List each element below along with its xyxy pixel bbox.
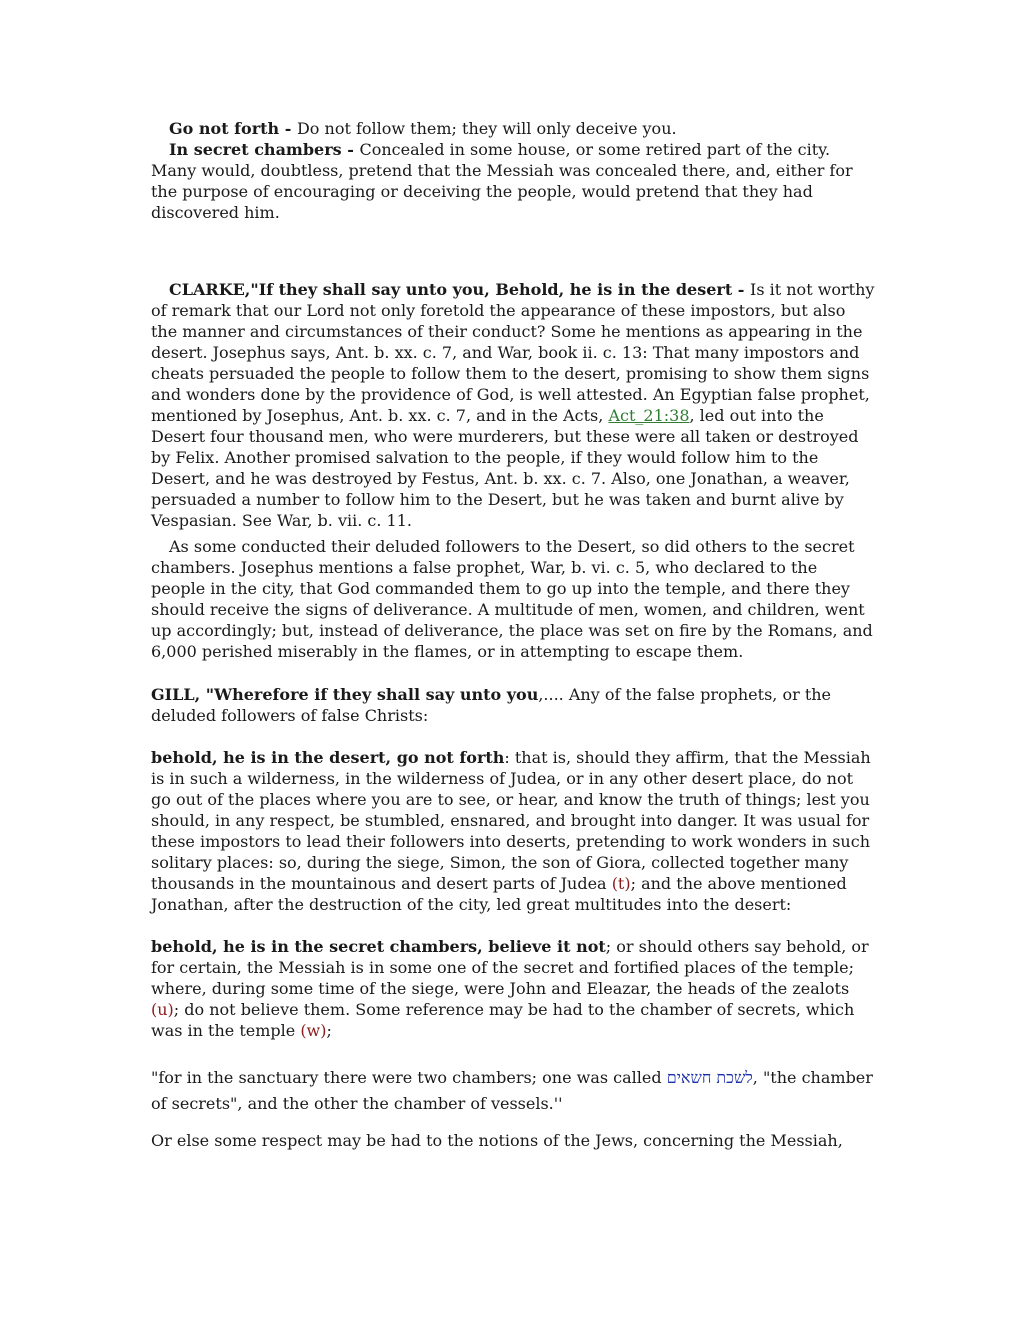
gill-secret-chambers-text-a: ; or should others say behold, or for certain, the Messiah is in some one of the secret and fortified places of the temple; where, during some time of the siege, were John and Eleazar, the heads of the zealots bbox=[151, 937, 869, 998]
hebrew-term: לשכת חשאים bbox=[666, 1068, 753, 1087]
go-not-forth-text: Do not follow them; they will only deceive you. bbox=[296, 119, 677, 138]
document-page bbox=[151, 118, 875, 1151]
gill-desert-text-a: : that is, should they affirm, that the Messiah is in such a wilderness, in the wilderness of Judea, or in any other desert place, do not go out of the places where you are to see, or hear, and know the truth of things; lest you should, in any respect, be stumbled, ensnared, and brought into danger. It was usual for these impostors to lead their followers into deserts, pretending to work wonders in such solitary places: so, during the siege, Simon, the son of Giora, collected together many thousands in the mountainous and desert parts of Judea bbox=[151, 748, 871, 893]
go-not-forth-heading: Go not forth - bbox=[169, 119, 297, 138]
gill-quote-text-b: , "the chamber of secrets", and the other the chamber of vessels.'' bbox=[151, 1068, 873, 1113]
acts-21-38-link[interactable]: Act_21:38 bbox=[608, 406, 690, 425]
barnes-go-not-forth-paragraph bbox=[151, 118, 875, 139]
footnote-ref-w[interactable]: (w) bbox=[300, 1021, 327, 1040]
clarke-desert-text-a: Is it not worthy of remark that our Lord not only foretold the appearance of these impostors, but also the manner and circumstances of their conduct? Some he mentions as appearing in the desert. Josephus says, Ant. b. xx. c. 7, and War, book ii. c. 13: That many impostors and cheats persuaded the people to follow them to the desert, promising to show them signs and wonders done by the providence of God, is well attested. An Egyptian false prophet, mentioned by Josephus, Ant. b. xx. c. 7, and in the Acts, bbox=[151, 280, 875, 425]
gill-desert-paragraph bbox=[151, 747, 875, 915]
secret-chambers-heading: In secret chambers - bbox=[169, 140, 360, 159]
secret-chambers-text: Concealed in some house, or some retired part of the city. Many would, doubtless, pretend that the Messiah was concealed there, and, either for the purpose of encouraging or deceiving the people, would pretend that they had discovered him. bbox=[151, 140, 853, 222]
clarke-desert-paragraph bbox=[151, 279, 875, 531]
gill-heading: GILL, "Wherefore if they shall say unto you bbox=[151, 685, 539, 704]
gill-final-paragraph bbox=[151, 1130, 875, 1151]
gill-secret-chambers-text-b: ; do not believe them. Some reference may be had to the chamber of secrets, which was in the temple bbox=[151, 1000, 855, 1040]
gill-intro-text: ,.... Any of the false prophets, or the deluded followers of false Christs: bbox=[151, 685, 832, 725]
footnote-ref-t[interactable]: (t) bbox=[611, 874, 631, 893]
clarke-heading: CLARKE,"If they shall say unto you, Behold, he is in the desert - bbox=[169, 280, 750, 299]
clarke-secret-chambers-paragraph bbox=[151, 536, 875, 662]
footnote-ref-u[interactable]: (u) bbox=[151, 1000, 174, 1019]
gill-secret-chambers-paragraph bbox=[151, 936, 875, 1041]
gill-desert-heading: behold, he is in the desert, go not forth bbox=[151, 748, 505, 767]
gill-intro-paragraph bbox=[151, 684, 875, 726]
gill-desert-text-b: ; and the above mentioned Jonathan, after the destruction of the city, led great multitudes into the desert: bbox=[151, 874, 847, 914]
gill-quote-paragraph bbox=[151, 1065, 875, 1117]
barnes-secret-chambers-paragraph bbox=[151, 139, 875, 223]
clarke-desert-text-b: , led out into the Desert four thousand men, who were murderers, but these were all taken or destroyed by Felix. Another promised salvation to the people, if they would follow him to the Desert, and he was destroyed by Festus, Ant. b. xx. c. 7. Also, one Jonathan, a weaver, persuaded a number to follow him to the Desert, but he was taken and burnt alive by Vespasian. See War, b. vii. c. 11. bbox=[151, 406, 859, 530]
clarke-secret-chambers-text: As some conducted their deluded followers to the Desert, so did others to the secret chambers. Josephus mentions a false prophet, War, b. vi. c. 5, who declared to the people in the city, that God commanded them to go up into the temple, and there they should receive the signs of deliverance. A multitude of men, women, and children, went up accordingly; but, instead of deliverance, the place was set on fire by the Romans, and 6,000 perished miserably in the flames, or in attempting to escape them. bbox=[151, 537, 873, 661]
gill-final-text: Or else some respect may be had to the notions of the Jews, concerning the Messiah, bbox=[151, 1131, 843, 1150]
gill-quote-text-a: "for in the sanctuary there were two chambers; one was called bbox=[151, 1068, 667, 1087]
gill-secret-chambers-heading: behold, he is in the secret chambers, believe it not bbox=[151, 937, 606, 956]
gill-secret-chambers-text-c: ; bbox=[326, 1021, 332, 1040]
